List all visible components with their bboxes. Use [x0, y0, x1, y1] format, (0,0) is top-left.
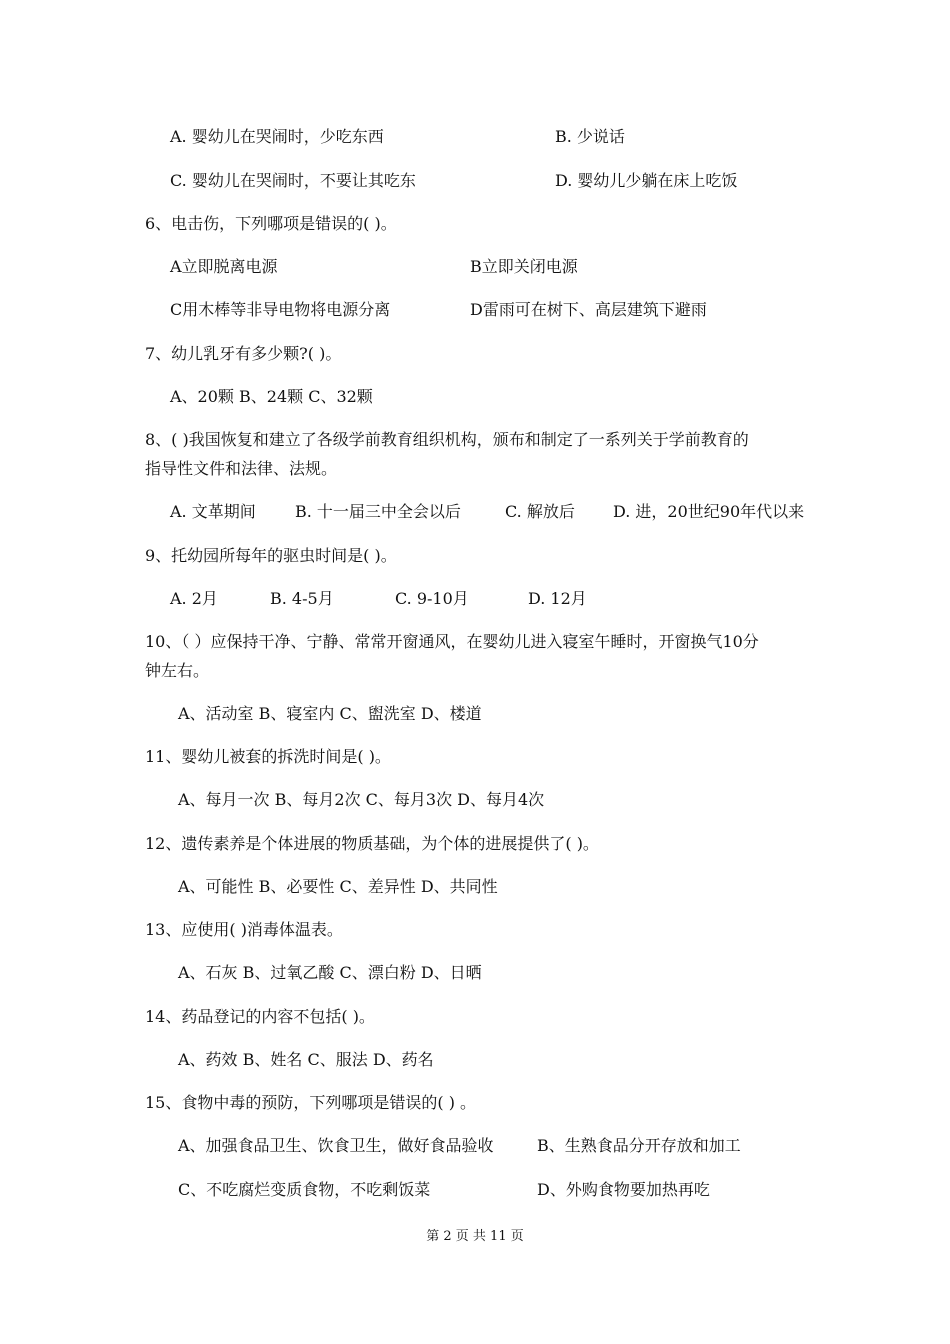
q8-option-d: D. 进，20世纪90年代以来: [613, 502, 805, 521]
q6-stem: 6、电击伤，下列哪项是错误的( )。: [145, 214, 397, 233]
q13-options: A、石灰 B、过氧乙酸 C、漂白粉 D、日晒: [178, 963, 482, 982]
q13-stem: 13、应使用( )消毒体温表。: [145, 920, 343, 939]
q15-option-b: B、生熟食品分开存放和加工: [537, 1136, 741, 1155]
q8-option-b: B. 十一届三中全会以后: [295, 502, 461, 521]
q9-stem: 9、托幼园所每年的驱虫时间是( )。: [145, 546, 397, 565]
q12-stem: 12、遗传素养是个体进展的物质基础，为个体的进展提供了( )。: [145, 834, 599, 853]
q7-stem: 7、幼儿乳牙有多少颗?( )。: [145, 344, 342, 363]
q6-option-d: D雷雨可在树下、高层建筑下避雨: [470, 300, 707, 319]
q8-option-a: A. 文革期间: [170, 502, 256, 521]
q10-stem-line2: 钟左右。: [145, 661, 210, 680]
q10-stem-line1: 10、（ ）应保持干净、宁静、常常开窗通风，在婴幼儿进入寝室午睡时，开窗换气10分: [145, 632, 759, 651]
q14-stem: 14、药品登记的内容不包括( )。: [145, 1007, 375, 1026]
q5-option-c: C. 婴幼儿在哭闹时，不要让其吃东: [170, 171, 416, 190]
q15-stem: 15、食物中毒的预防，下列哪项是错误的( ) 。: [145, 1093, 477, 1112]
q10-options: A、活动室 B、寝室内 C、盥洗室 D、楼道: [178, 704, 482, 723]
q6-option-c: C用木棒等非导电物将电源分离: [170, 300, 391, 319]
q5-option-b: B. 少说话: [555, 127, 625, 146]
q12-options: A、可能性 B、必要性 C、差异性 D、共同性: [178, 877, 498, 896]
q11-stem: 11、婴幼儿被套的拆洗时间是( )。: [145, 747, 391, 766]
q15-option-c: C、不吃腐烂变质食物，不吃剩饭菜: [178, 1180, 431, 1199]
q9-option-b: B. 4-5月: [270, 589, 334, 608]
q6-option-b: B立即关闭电源: [470, 257, 578, 276]
page-footer: 第 2 页 共 11 页: [426, 1229, 524, 1244]
q5-option-a: A. 婴幼儿在哭闹时，少吃东西: [170, 127, 384, 146]
q8-stem-line1: 8、( )我国恢复和建立了各级学前教育组织机构，颁布和制定了一系列关于学前教育的: [145, 430, 749, 449]
q8-stem-line2: 指导性文件和法律、法规。: [145, 459, 338, 478]
q15-option-d: D、外购食物要加热再吃: [537, 1180, 710, 1199]
q15-option-a: A、加强食品卫生、饮食卫生，做好食品验收: [178, 1136, 494, 1155]
q9-option-c: C. 9-10月: [395, 589, 469, 608]
q14-options: A、药效 B、姓名 C、服法 D、药名: [178, 1050, 434, 1069]
q6-option-a: A立即脱离电源: [170, 257, 278, 276]
q5-option-d: D. 婴幼儿少躺在床上吃饭: [555, 171, 738, 190]
q9-option-a: A. 2月: [170, 589, 218, 608]
q11-options: A、每月一次 B、每月2次 C、每月3次 D、每月4次: [178, 790, 545, 809]
q8-option-c: C. 解放后: [505, 502, 575, 521]
q9-option-d: D. 12月: [528, 589, 587, 608]
q7-options: A、20颗 B、24颗 C、32颗: [170, 387, 373, 406]
